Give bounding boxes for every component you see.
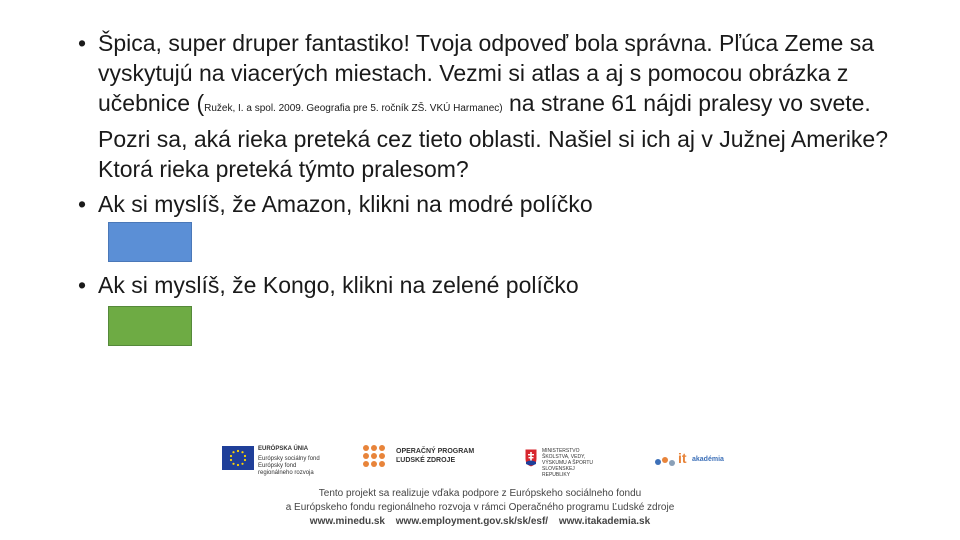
kongo-instruction: Ak si myslíš, že Kongo, klikni na zelené políčko (98, 272, 579, 298)
operational-program-logo (360, 440, 490, 476)
question-bullet (78, 28, 898, 184)
eu-logo (220, 440, 335, 476)
amazon-answer-button[interactable] (108, 222, 192, 262)
bullet-marker: • (78, 30, 87, 56)
eu-subtitle: Európsky sociálny fond Európsky fond regionálneho rozvoja (258, 456, 320, 476)
eu-flag-icon (222, 446, 254, 470)
footer-line-2: a Európskeho fondu regionálneho rozvoja v rámci Operačného programu Ľudské zdroje (285, 502, 675, 513)
bullet-marker: • (78, 272, 87, 298)
coat-of-arms-icon (524, 448, 538, 468)
kongo-answer-button[interactable] (108, 306, 192, 346)
question-text-end: na strane 61 nájdi pralesy vo svete. Pozri sa, aká rieka preteká cez tieto oblasti. Našiel si ich aj v Južnej Amerike? Ktorá rieka preteká týmto pralesom? (98, 90, 889, 182)
ministry-logo (520, 440, 620, 476)
eu-title: EURÓPSKA ÚNIA (258, 446, 309, 452)
itakademia-logo (650, 440, 740, 476)
amazon-instruction: Ak si myslíš, že Amazon, klikni na modré políčko (98, 191, 593, 217)
op-title: OPERAČNÝ PROGRAM (396, 448, 475, 455)
bullet-marker: • (78, 191, 87, 217)
textbook-citation: Ružek, I. a spol. 2009. Geografia pre 5. ročník ZŠ. VKÚ Harmanec) (204, 103, 503, 114)
question-text-start: Špica, super druper fantastiko! Tvoja odpoveď bola správna. Pľúca Zeme sa vyskytujú na viacerých miestach. Vezmi si atlas a aj s pomocou obrázka z učebnice ( (98, 30, 875, 116)
kongo-bullet (78, 270, 898, 300)
footer-links (0, 515, 960, 529)
it-subtitle: akadémia (692, 456, 724, 463)
it-mark: it (678, 450, 687, 466)
project-footer (0, 487, 960, 529)
op-subtitle: ĽUDSKÉ ZDROJE (396, 457, 456, 464)
people-grid-icon (362, 444, 390, 472)
dots-icon (654, 454, 676, 470)
ministry-title: MINISTERSTVO ŠKOLSTVA, VEDY, VÝSKUMU A ŠPORTU SLOVENSKEJ REPUBLIKY (542, 448, 594, 478)
amazon-bullet (78, 189, 898, 219)
footer-line-1: Tento projekt sa realizuje vďaka podpore z Európskeho sociálneho fondu (318, 488, 642, 499)
itakademia-link[interactable]: www.itakademia.sk (558, 516, 651, 527)
sponsor-logos (220, 440, 740, 476)
employment-link[interactable]: www.employment.gov.sk/sk/esf/ (395, 516, 549, 527)
question-text (98, 28, 898, 184)
minedu-link[interactable]: www.minedu.sk (309, 516, 385, 527)
